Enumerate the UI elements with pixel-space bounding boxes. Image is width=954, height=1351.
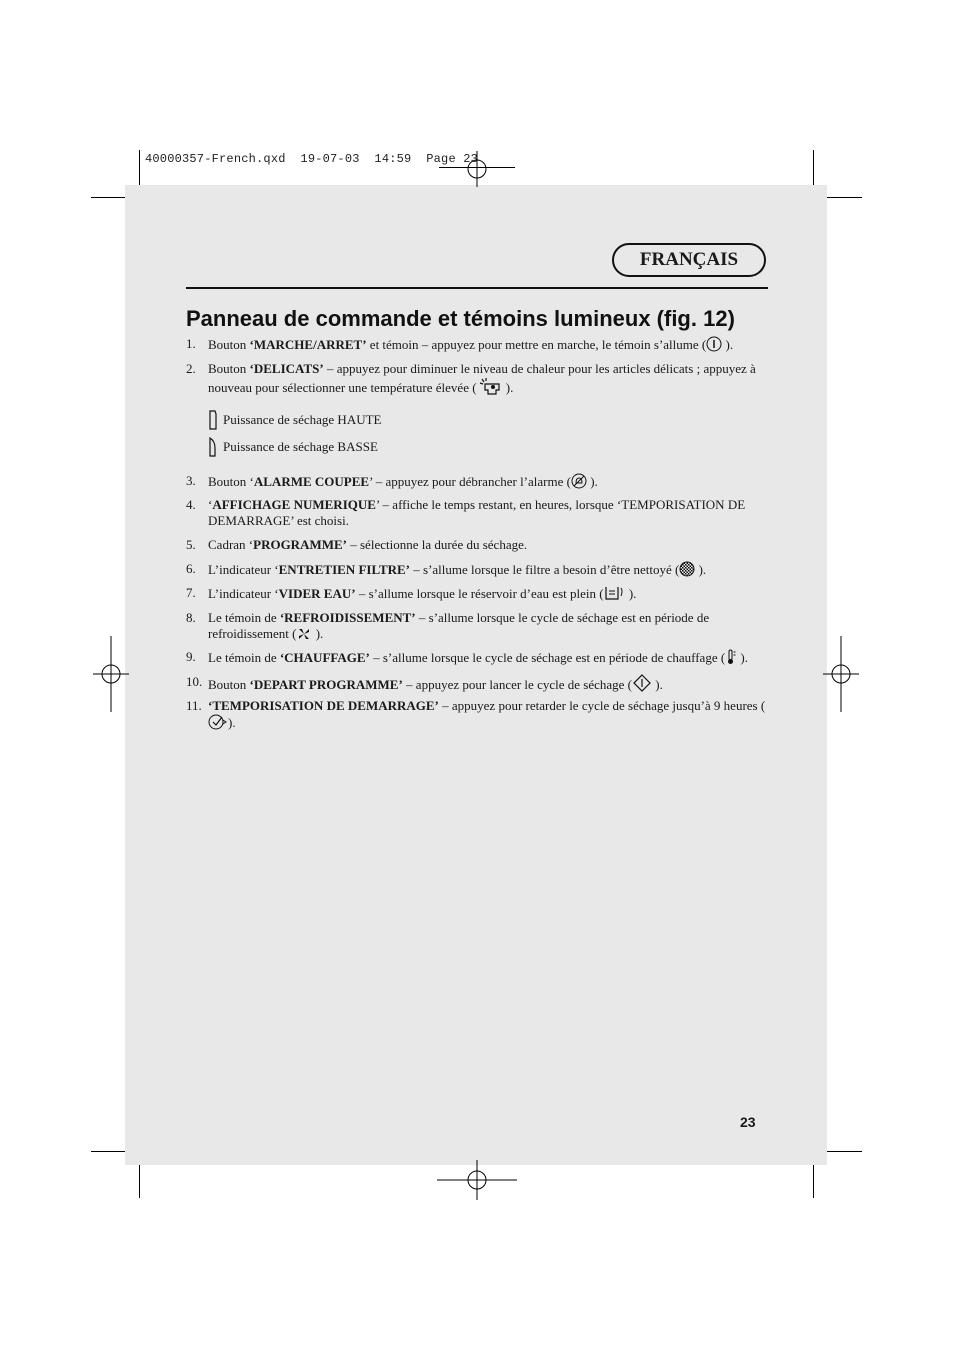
list-item: 10. Bouton ‘DEPART PROGRAMME’ – appuyez pour lancer le cycle de séchage ( ).: [186, 674, 663, 692]
list-item: 7. L’indicateur ‘VIDER EAU’ – s’allume lorsque le réservoir d’eau est plein ( ).: [186, 585, 637, 601]
start-icon: [632, 674, 652, 692]
heating-icon: [725, 649, 737, 665]
list-item: 6. L’indicateur ‘ENTRETIEN FILTRE’ – s’allume lorsque le filtre a besoin d’être nettoyé ( ).: [186, 561, 707, 577]
water-tank-icon: [604, 585, 626, 601]
alarm-off-icon: [571, 473, 587, 489]
language-label: FRANÇAIS: [612, 243, 766, 277]
power-icon: [706, 336, 722, 352]
list-item: 11. ‘TEMPORISATION DE DEMARRAGE’ – appuyez pour retarder le cycle de séchage jusqu’à 9 heures ().: [186, 698, 766, 730]
list-item: 4. ‘AFFICHAGE NUMERIQUE’ – affiche le temps restant, en heures, lorsque ‘TEMPORISATION DE DEMARRAGE’ est choisi.: [186, 497, 746, 528]
crop-mark: [139, 1160, 140, 1198]
crop-mark: [813, 150, 814, 186]
delay-icon: [208, 714, 228, 730]
registration-mark-icon: [93, 636, 129, 712]
sub-item-low: Puissance de séchage BASSE: [208, 437, 378, 457]
filter-icon: [679, 561, 695, 577]
crop-mark: [139, 150, 140, 186]
list-item: 3. Bouton ‘ALARME COUPEE’ – appuyez pour débrancher l’alarme ( ).: [186, 473, 598, 489]
crop-mark: [822, 1151, 862, 1152]
list-item: 2. Bouton ‘DELICATS’ – appuyez pour diminuer le niveau de chaleur pour les articles délicats ; appuyez à nouveau pour sélectionner une température élevée ( ).: [186, 361, 756, 395]
page-number: 23: [740, 1114, 756, 1130]
registration-mark-icon: [459, 151, 495, 187]
low-power-icon: [208, 437, 218, 457]
crop-mark: [813, 1160, 814, 1198]
cooling-icon: [296, 627, 312, 641]
sub-item-high: Puissance de séchage HAUTE: [208, 410, 381, 430]
list-item: 1. Bouton ‘MARCHE/ARRET’ et témoin – appuyez pour mettre en marche, le témoin s’allume ( ).: [186, 336, 734, 352]
delicate-icon: [477, 377, 503, 395]
crop-mark: [822, 197, 862, 198]
list-item: 9. Le témoin de ‘CHAUFFAGE’ – s’allume lorsque le cycle de séchage est en période de chauffage ( ).: [186, 649, 749, 665]
page-title: Panneau de commande et témoins lumineux (fig. 12): [186, 306, 735, 331]
registration-mark-icon: [823, 636, 859, 712]
list-item: 8. Le témoin de ‘REFROIDISSEMENT’ – s’allume lorsque le cycle de séchage est en période de refroidissement ( ).: [186, 610, 710, 641]
registration-mark-icon: [437, 1160, 517, 1200]
list-item: 5. Cadran ‘PROGRAMME’ – sélectionne la durée du séchage.: [186, 537, 528, 552]
high-power-icon: [208, 410, 218, 430]
header-rule: [186, 287, 768, 289]
print-slug: 40000357-French.qxd 19-07-03 14:59 Page 23: [145, 152, 479, 166]
